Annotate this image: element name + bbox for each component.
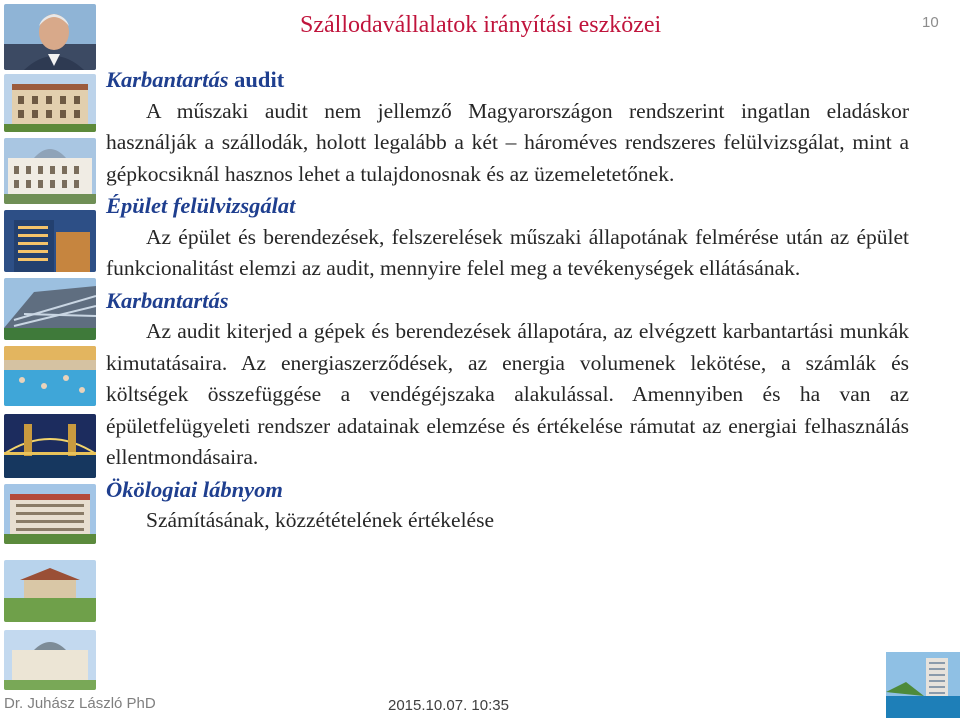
footer-datetime: 2015.10.07. 10:35 <box>388 697 509 714</box>
hotel-photo-3 <box>4 210 96 272</box>
section-heading-maintenance: Karbantartás <box>106 287 229 313</box>
footer-author: Dr. Juhász László PhD <box>4 695 156 712</box>
audit-heading-italic: Karbantartás <box>106 67 229 92</box>
estate-photo <box>4 560 96 622</box>
maintenance-paragraph: Az audit kiterjed a gépek és berendezések állapotára, az elvégzett karbantartási munkák kimutatásaira. Az energiaszerződések, az energia volumenek lekötése, a számlák és költségek összefüggése a vendégéjszaka alakulással. Amennyiben és ha van az épületfelügyeleti rendszer adatainak elemzése és értékelése rámutat az energiai felhasználás ellentmondásaira. <box>106 319 909 469</box>
author-portrait-photo <box>4 4 96 70</box>
seaside-hotel-photo <box>886 652 960 718</box>
page-number: 10 <box>922 14 939 31</box>
audit-paragraph: A műszaki audit nem jellemző Magyarországon rendszerint ingatlan eladáskor használják a szállodák, holott legalább a két – hároméves rendszeres felülvizsgálat, mint a gépkocsiknál hasznos lehet a tulajdonosnak és az üzemeletetőnek. <box>106 98 909 186</box>
eco-paragraph: Számításának, közzétételének értékelése <box>146 508 494 532</box>
pool-photo <box>4 346 96 406</box>
hotel-photo-5 <box>4 484 96 544</box>
hotel-photo-4 <box>4 278 96 340</box>
slide-content <box>106 64 909 537</box>
hotel-photo-2 <box>4 138 96 204</box>
slide-title: Szállodavállalatok irányítási eszközei <box>300 12 662 38</box>
hotel-photo-1 <box>4 74 96 132</box>
photo-strip <box>2 0 98 718</box>
section-heading-building: Épület felülvizsgálat <box>106 193 296 218</box>
audit-heading-rest: audit <box>228 67 285 92</box>
palace-photo <box>4 630 96 690</box>
bridge-photo <box>4 414 96 478</box>
building-paragraph: Az épület és berendezések, felszerelések műszaki állapotának felmérése után az épület funkcionalitást elemzi az audit, mennyire felel meg a tevékenységek ellátásának. <box>106 224 909 280</box>
section-heading-audit <box>106 64 909 96</box>
section-heading-eco: Ökölogiai lábnyom <box>106 476 283 502</box>
